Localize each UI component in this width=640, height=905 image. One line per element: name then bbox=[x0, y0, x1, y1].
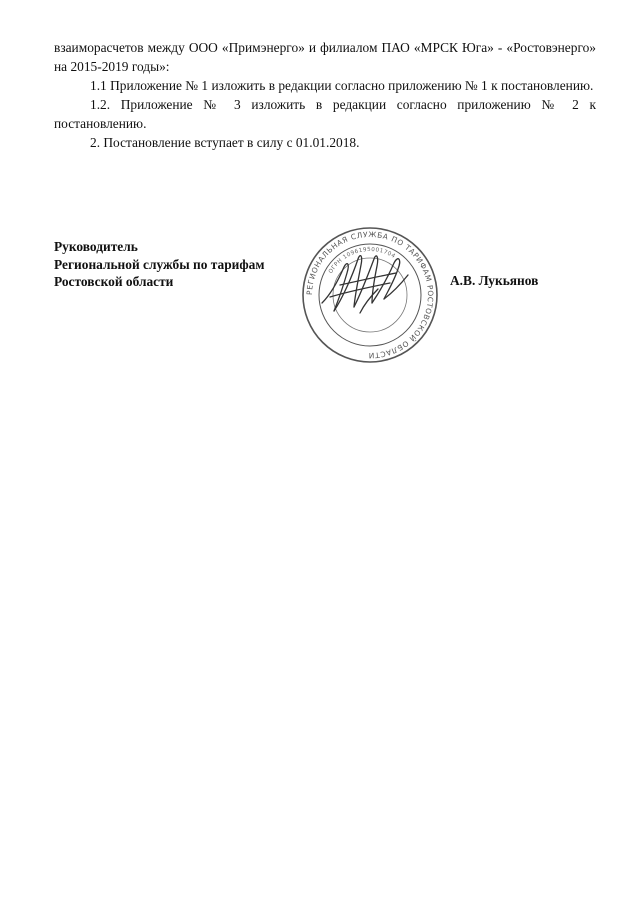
official-seal bbox=[300, 225, 440, 365]
paragraph-continuation: взаиморасчетов между ООО «Примэнерго» и филиалом ПАО «МРСК Юга» - «Ростовэнерго» на 2015-2019 годы»: bbox=[54, 40, 596, 74]
paragraph-item-1-2: 1.2. Приложение № 3 изложить в редакции согласно приложению № 2 к постановлению. bbox=[54, 97, 596, 131]
paragraph-item-1-1: 1.1 Приложение № 1 изложить в редакции согласно приложению № 1 к постановлению. bbox=[90, 78, 594, 93]
signatory-position bbox=[54, 238, 264, 291]
document-body bbox=[54, 38, 596, 152]
paragraph-item-2: 2. Постановление вступает в силу с 01.01.2018. bbox=[90, 135, 360, 150]
signatory-name: А.В. Лукьянов bbox=[450, 273, 539, 288]
seal-outer-text-path: РЕГИОНАЛЬНАЯ СЛУЖБА ПО ТАРИФАМ РОСТОВСКОЙ ОБЛАСТИ bbox=[304, 229, 436, 361]
position-line-2: Региональной службы по тарифам bbox=[54, 256, 265, 272]
position-line-1: Руководитель bbox=[54, 239, 138, 254]
position-line-3: Ростовской области bbox=[54, 274, 174, 289]
seal-middle-ring bbox=[319, 244, 421, 346]
seal-inner-text-path: ОГРН 1096195001704 bbox=[327, 246, 397, 275]
